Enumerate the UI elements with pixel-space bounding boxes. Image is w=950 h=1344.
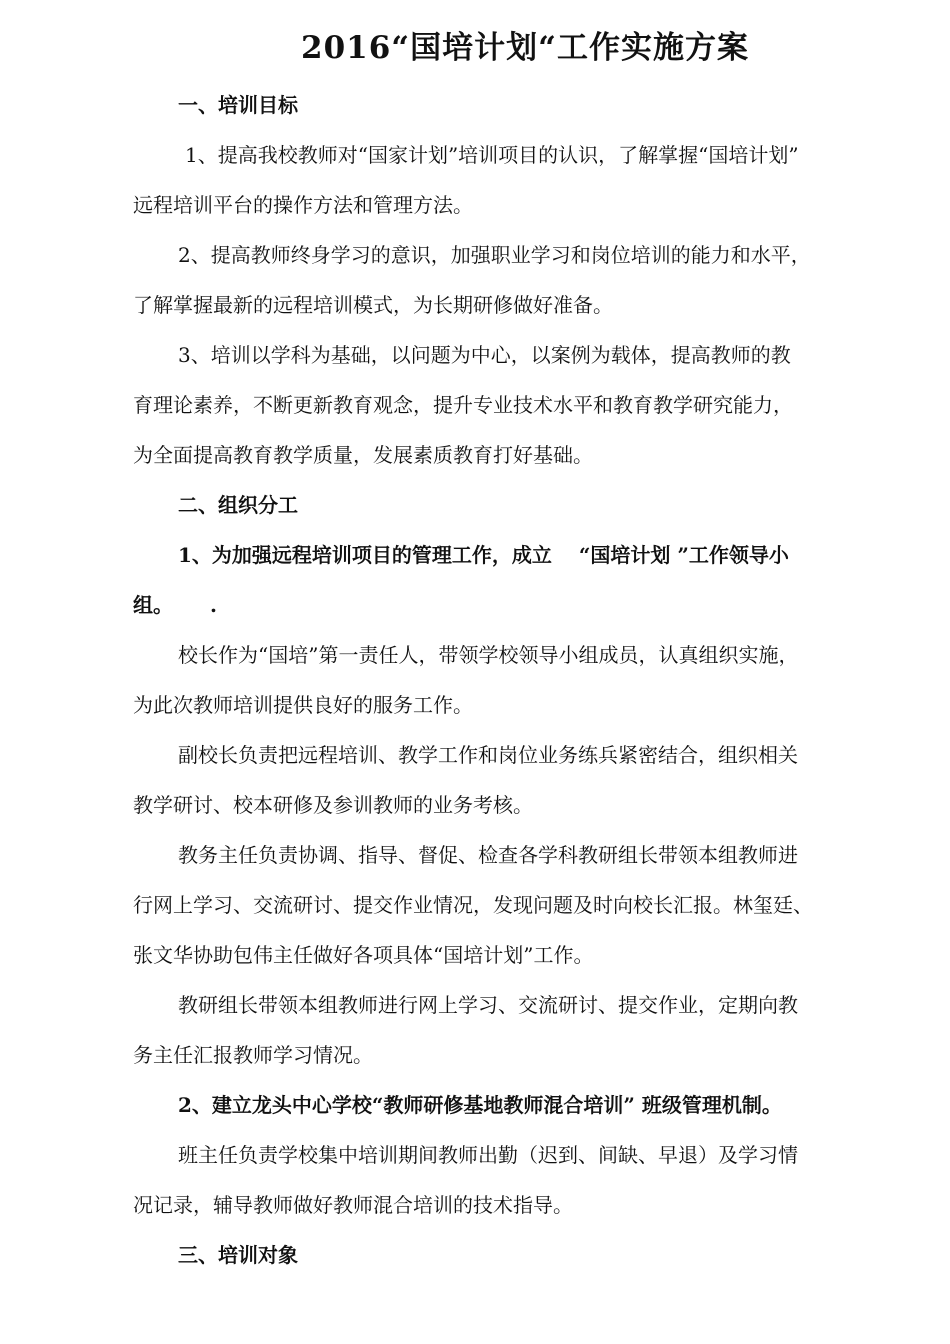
paragraph-line: 校长作为“国培”第一责任人，带领学校领导小组成员，认真组织实施， xyxy=(178,643,799,667)
section-heading xyxy=(0,80,950,130)
paragraph-line: 3、培训以学科为基础，以问题为中心，以案例为载体，提高教师的教 xyxy=(178,343,791,367)
section-heading xyxy=(0,1230,950,1280)
paragraph-line: 2、建立龙头中心学校“教师研修基地教师混合培训” 班级管理机制。 xyxy=(178,1093,782,1117)
paragraph-line: 为此次教师培训提供良好的服务工作。 xyxy=(133,693,473,717)
paragraph-line: 务主任汇报教师学习情况。 xyxy=(133,1043,373,1067)
paragraph-line: 了解掌握最新的远程培训模式，为长期研修做好准备。 xyxy=(133,293,613,317)
paragraph-2-3 xyxy=(0,730,950,830)
paragraph-line: 教研组长带领本组教师进行网上学习、交流研讨、提交作业，定期向教 xyxy=(178,993,798,1017)
section-heading-2: 二、组织分工 xyxy=(178,493,298,517)
paragraph-line: 远程培训平台的操作方法和管理方法。 xyxy=(133,193,473,217)
section-heading-1: 一、培训目标 xyxy=(178,93,298,117)
paragraph-2-1 xyxy=(0,530,950,630)
paragraph-2-7 xyxy=(0,1130,950,1230)
paragraph-2-2 xyxy=(0,630,950,730)
paragraph-2-5 xyxy=(0,980,950,1080)
paragraph-line: 班主任负责学校集中培训期间教师出勤（迟到、间缺、早退）及学习情 xyxy=(178,1143,798,1167)
paragraph-line: 1、提高我校教师对“国家计划”培训项目的认识，了解掌握“国培计划” xyxy=(185,143,799,167)
paragraph-line: 张文华协助包伟主任做好各项具体“国培计划”工作。 xyxy=(133,943,594,967)
document-title: 2016“国培计划“工作实施方案 xyxy=(301,30,749,66)
paragraph-line: 组。 . xyxy=(133,593,217,617)
paragraph-line: 教务主任负责协调、指导、督促、检查各学科教研组长带领本组教师进 xyxy=(178,843,798,867)
paragraph-1-2 xyxy=(0,230,950,330)
paragraph-1-1 xyxy=(0,130,950,230)
paragraph-line: 教学研讨、校本研修及参训教师的业务考核。 xyxy=(133,793,533,817)
paragraph-line: 为全面提高教育教学质量，发展素质教育打好基础。 xyxy=(133,443,593,467)
section-heading xyxy=(0,480,950,530)
section-heading-3: 三、培训对象 xyxy=(178,1243,298,1267)
paragraph-line: 育理论素养，不断更新教育观念，提升专业技术水平和教育教学研究能力， xyxy=(133,393,793,417)
paragraph-line: 行网上学习、交流研讨、提交作业情况，发现问题及时向校长汇报。林玺廷、 xyxy=(133,893,813,917)
paragraph-line: 副校长负责把远程培训、教学工作和岗位业务练兵紧密结合，组织相关 xyxy=(178,743,798,767)
paragraph-line: 1、为加强远程培训项目的管理工作，成立 “国培计划 ”工作领导小 xyxy=(178,543,789,567)
paragraph-2-6 xyxy=(0,1080,950,1130)
paragraph-line: 2、提高教师终身学习的意识，加强职业学习和岗位培训的能力和水平， xyxy=(178,243,811,267)
paragraph-line: 况记录，辅导教师做好教师混合培训的技术指导。 xyxy=(133,1193,573,1217)
paragraph-2-4 xyxy=(0,830,950,980)
paragraph-1-3 xyxy=(0,330,950,480)
